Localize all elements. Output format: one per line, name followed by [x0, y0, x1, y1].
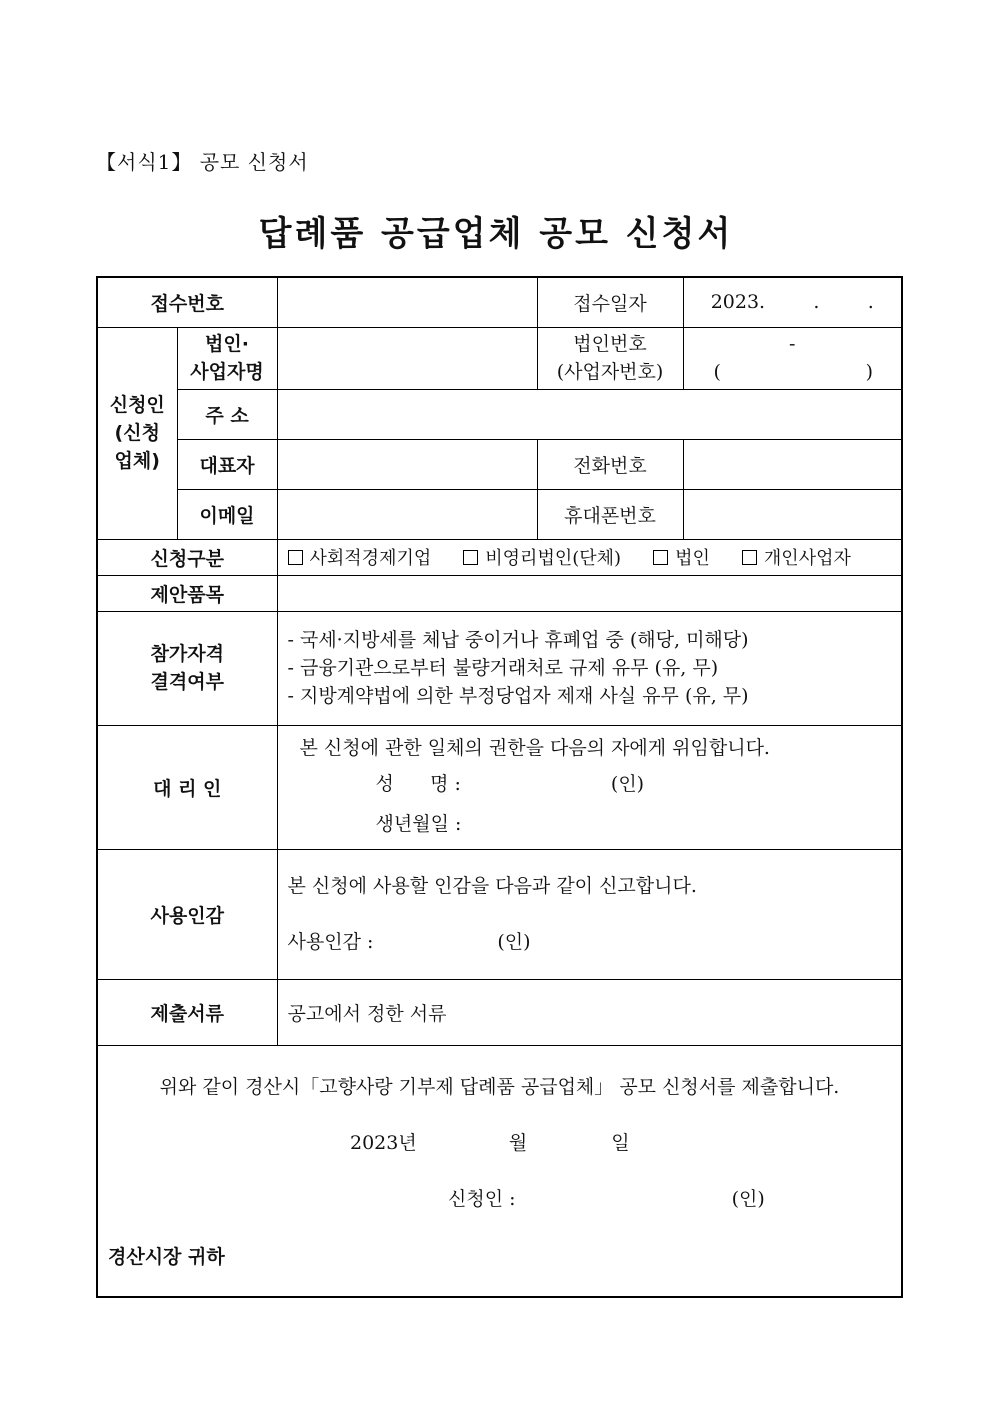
- email-field[interactable]: [277, 489, 537, 539]
- company-name-field[interactable]: [277, 327, 537, 389]
- representative-field[interactable]: [277, 439, 537, 489]
- documents-value: 공고에서 정한 서류: [277, 979, 902, 1045]
- category-option-nonprofit[interactable]: 비영리법인(단체): [463, 548, 621, 569]
- agent-seal: (인): [610, 772, 645, 795]
- checkbox-icon[interactable]: [742, 550, 757, 565]
- agent-birth-row[interactable]: 생년월일 :: [375, 812, 462, 835]
- seal-usage-seal: (인): [497, 931, 531, 953]
- declaration-applicant[interactable]: 신청인 : (인): [448, 1187, 765, 1210]
- address-field[interactable]: [277, 389, 902, 439]
- category-options: [277, 539, 902, 575]
- phone-label: 전화번호: [537, 439, 683, 489]
- eligibility-item: - 국세·지방세를 체납 중이거나 휴폐업 중 (해당, 미해당): [287, 629, 749, 651]
- checkbox-icon[interactable]: [653, 550, 668, 565]
- documents-label: 제출서류: [97, 979, 277, 1045]
- declaration-statement: 위와 같이 경산시「고향사랑 기부제 답례품 공급업체」 공모 신청서를 제출합니다.: [159, 1075, 840, 1098]
- checkbox-icon[interactable]: [288, 550, 303, 565]
- category-option-individual[interactable]: 개인사업자: [742, 548, 851, 569]
- mobile-label: 휴대폰번호: [537, 489, 683, 539]
- receipt-number-label: 접수번호: [97, 277, 277, 327]
- seal-usage-label: 사용인감: [97, 849, 277, 979]
- eligibility-item: - 지방계약법에 의한 부정당업자 제재 사실 유무 (유, 무): [287, 685, 749, 707]
- seal-usage-row[interactable]: 사용인감 : (인): [287, 931, 531, 953]
- seal-usage-section: [277, 849, 902, 979]
- eligibility-item: - 금융기관으로부터 불량거래처로 규제 유무 (유, 무): [287, 657, 719, 679]
- seal-usage-statement: 본 신청에 사용할 인감을 다음과 같이 신고합니다.: [287, 875, 697, 897]
- representative-label: 대표자: [177, 439, 277, 489]
- eligibility-list: [277, 611, 902, 725]
- product-label: 제안품목: [97, 575, 277, 611]
- agent-section: [277, 725, 902, 849]
- email-label: 이메일: [177, 489, 277, 539]
- applicant-group-label: 신청인 (신청 업체): [97, 327, 177, 539]
- agent-label: 대 리 인: [97, 725, 277, 849]
- agent-statement: 본 신청에 관한 일체의 권한을 다음의 자에게 위임합니다.: [299, 736, 770, 759]
- address-label: 주 소: [177, 389, 277, 439]
- page-title: 답례품 공급업체 공모 신청서: [258, 214, 734, 254]
- corp-number-label: 법인번호 (사업자번호): [537, 327, 683, 389]
- application-form: [96, 276, 903, 1298]
- mobile-field[interactable]: [683, 489, 902, 539]
- company-name-label: 법인· 사업자명: [177, 327, 277, 389]
- receipt-date-label: 접수일자: [537, 277, 683, 327]
- eligibility-label: 참가자격 결격여부: [97, 611, 277, 725]
- phone-field[interactable]: [683, 439, 902, 489]
- addressee: 경산시장 귀하: [108, 1245, 225, 1268]
- declaration-date[interactable]: 2023년 월 일: [350, 1131, 630, 1154]
- category-label: 신청구분: [97, 539, 277, 575]
- declaration-seal: (인): [731, 1187, 765, 1210]
- corp-number-field[interactable]: - ( ): [683, 327, 902, 389]
- declaration-section: [97, 1045, 902, 1297]
- category-option-social[interactable]: 사회적경제기업: [288, 548, 432, 569]
- receipt-number-field[interactable]: [277, 277, 537, 327]
- agent-name-row[interactable]: 성 명 : (인): [375, 772, 645, 795]
- checkbox-icon[interactable]: [463, 550, 478, 565]
- form-code: 【서식1】 공모 신청서: [96, 150, 309, 174]
- receipt-date-field[interactable]: 2023. . .: [683, 277, 902, 327]
- category-option-corporation[interactable]: 법인: [653, 548, 710, 569]
- product-field[interactable]: [277, 575, 902, 611]
